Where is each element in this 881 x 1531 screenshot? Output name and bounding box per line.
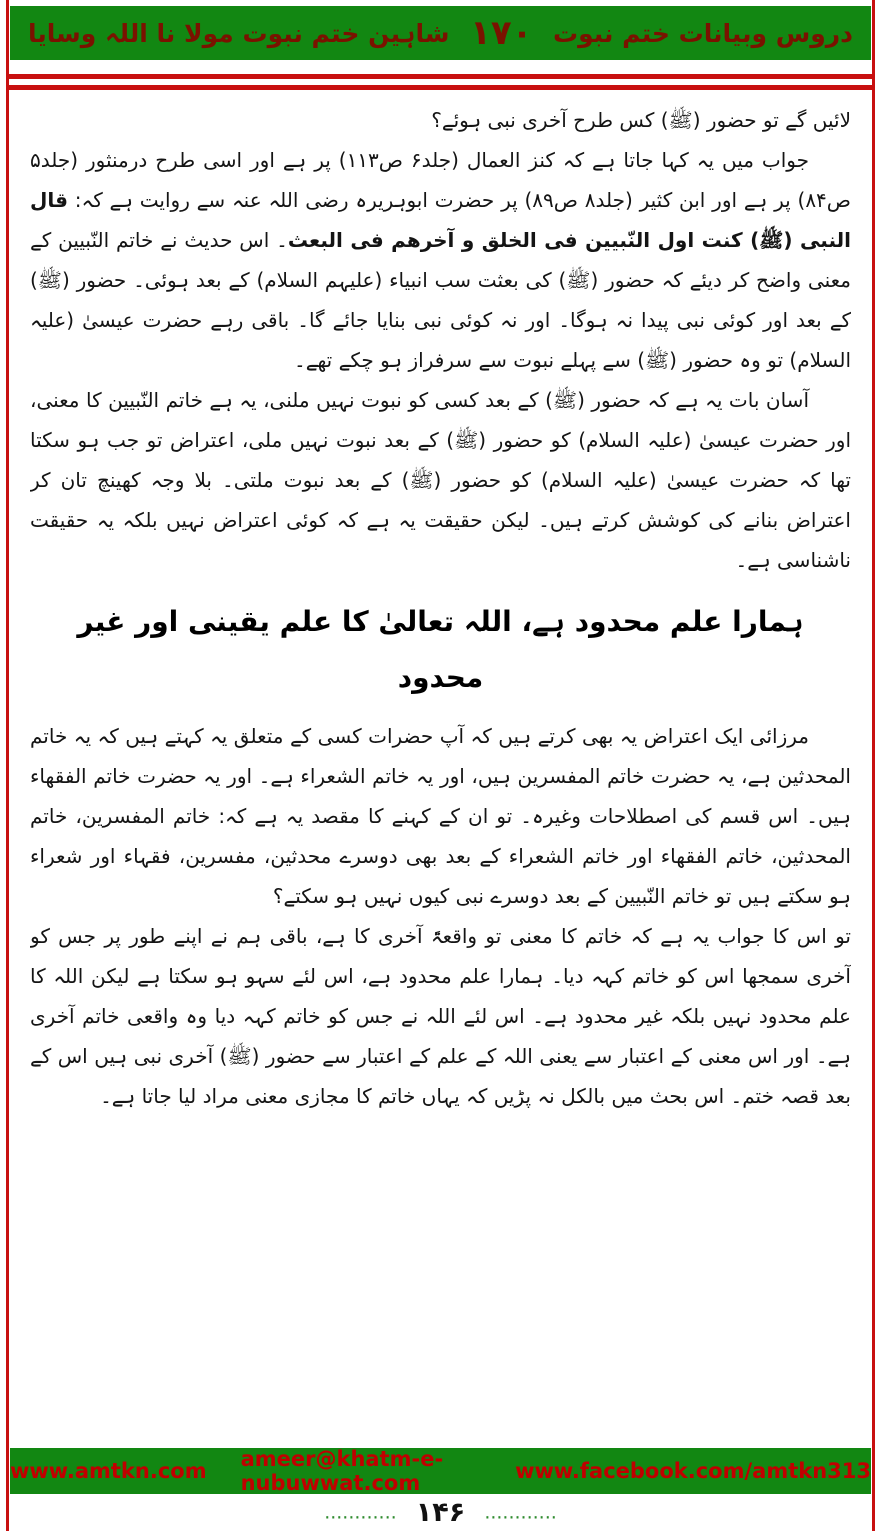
left-border-line	[6, 0, 9, 1531]
email-text: ameer@khatm-e-nubuwwat.com	[240, 1447, 444, 1495]
section-heading: ہمارا علم محدود ہے، اللہ تعالیٰ کا علم یقینی اور غیر محدود	[77, 605, 804, 694]
paragraph-text: ۔ اس حدیث نے خاتم النّبیین کے معنی واضح کر دیئے کہ حضور (ﷺ) کی بعثت سب انبیاء (علیہم السلام) کے بعد ہوئی۔ حضور (ﷺ) کے بعد اور کوئی نبی پیدا نہ ہوگا۔ اور نہ کوئی نبی بنایا جائے گا۔ باقی رہے حضرت عیسیٰ (علیہ السلام) تو وہ حضور (ﷺ) سے پہلے نبوت سے سرفراز ہو چکے تھے۔	[30, 228, 851, 372]
hadith-quote: قال النبی (ﷺ) کنت اول النّبیین فی الخلق و آخرهم فی البعث	[30, 188, 851, 252]
paragraph	[30, 140, 851, 380]
website-text: www.amtkn.com	[10, 1459, 207, 1483]
paragraph-text: جواب میں یہ کہا جاتا ہے کہ کنز العمال (جلد۶ ص۱۱۳) پر ہے اور اسی طرح درمنثور (جلد۵ ص۸۴) پر ہے اور ابن کثیر (جلد۸ ص۸۹) پر حضرت ابوہریرہ رضی اللہ عنہ سے روایت ہے کہ:	[30, 148, 851, 212]
header-title-right: دروس وبیانات ختم نبوت	[553, 18, 853, 48]
paragraph: آسان بات یہ ہے کہ حضور (ﷺ) کے بعد کسی کو نبوت نہیں ملنی، یہ ہے خاتم النّبیین کا معنی، اور حضرت عیسیٰ (علیہ السلام) کو حضور (ﷺ) کے بعد نبوت نہیں ملی، اعتراض تو جب ہو سکتا تھا کہ حضرت عیسیٰ (علیہ السلام) کو حضور (ﷺ) کے بعد نبوت ملتی۔ بلا وجہ کھینچ تان کر اعتراض بنانے کی کوشش کرتے ہیں۔ لیکن حقیقت یہ ہے کہ کوئی اعتراض نہیں بلکہ یہ حقیقت ناشناسی ہے۔	[30, 388, 851, 572]
page-header	[10, 6, 871, 60]
bottom-page-number: ۱۴۶	[415, 1497, 466, 1528]
bottom-page-number-row	[0, 1497, 881, 1529]
right-border-line	[872, 0, 875, 1531]
page-content	[30, 100, 851, 1441]
header-page-number: ۱۷۰	[470, 13, 533, 53]
dots-left: ............	[324, 1501, 397, 1524]
paragraph: لائیں گے تو حضور (ﷺ) کس طرح آخری نبی ہوئے؟	[431, 108, 851, 132]
dots-right: ............	[484, 1501, 557, 1524]
paragraph: مرزائی ایک اعتراض یہ بھی کرتے ہیں کہ آپ حضرات کسی کے متعلق یہ کہتے ہیں کہ یہ خاتم المحدثین ہے، یہ حضرت خاتم المفسرین ہیں، اور یہ خاتم الشعراء ہے۔ اور یہ حضرت خاتم الفقهاء ہیں۔ اس قسم کی اصطلاحات وغیرہ۔ تو ان کے کہنے کا مقصد یہ ہے کہ: خاتم المفسرین، خاتم المحدثین، خاتم الفقهاء اور خاتم الشعراء کے بعد بھی دوسرے محدثین، مفسرین، فقہاء اور شعراء ہو سکتے ہیں تو خاتم النّبیین کے بعد دوسرے نبی کیوں نہیں ہو سکتے؟	[30, 724, 851, 908]
paragraph: تو اس کا جواب یہ ہے کہ خاتم کا معنی تو واقعۃً آخری کا ہے، باقی ہم نے اپنے طور پر جس کو آخری سمجھا اس کو خاتم کہہ دیا۔ ہمارا علم محدود ہے، اس لئے سہو ہو سکتا ہے لیکن اللہ کا علم محدود نہیں بلکہ غیر محدود ہے۔ اس لئے اللہ نے جس کو خاتم کہہ دیا وہ واقعی خاتم آخری ہے۔ اور اس معنی کے اعتبار سے یعنی اللہ کے علم کے اعتبار سے حضور (ﷺ) آخری نبی ہیں اس کے بعد قصہ ختم۔ اس بحث میں بالکل نہ پڑیں کہ یہاں خاتم کا مجازی معنی مراد لیا جاتا ہے۔	[30, 924, 851, 1108]
header-title-left: شاہین ختم نبوت مولا نا اللہ وسایا	[28, 18, 450, 48]
facebook-text: www.facebook.com/amtkn313	[515, 1459, 871, 1483]
header-divider-rule	[8, 74, 873, 90]
page-footer	[10, 1448, 871, 1494]
